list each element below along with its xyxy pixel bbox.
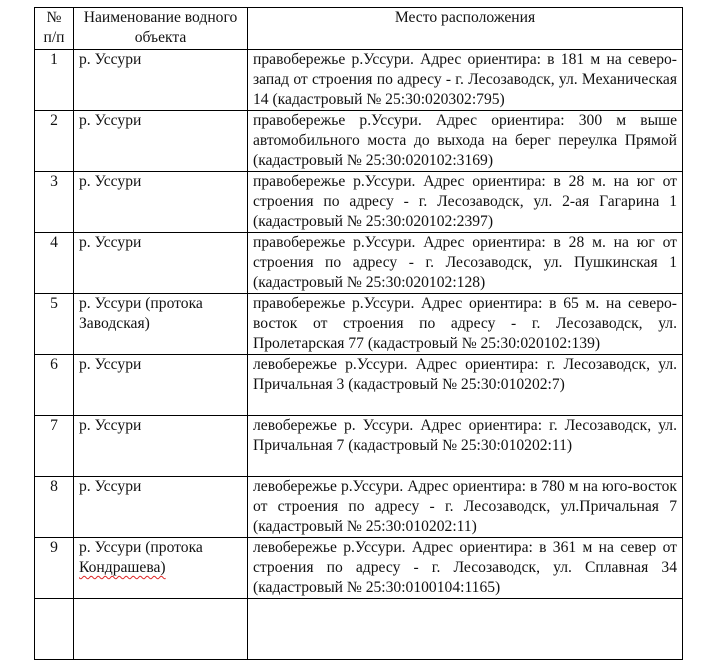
header-water-object-name: Наименование водного объекта <box>74 8 248 50</box>
water-object-name-main: р. Уссури (протока <box>79 539 203 556</box>
location-description: левобережье р.Уссури. Адрес ориентира: г. Лесозаводск, ул. Причальная 3 (кадастровый № 25:30:010202:7) <box>248 355 683 416</box>
row-number: 8 <box>35 477 74 538</box>
location-description: правобережье р.Уссури. Адрес ориентира: в 181 м на северо-запад от строения по адресу - г. Лесозаводск, ул. Механическая 14 (кадастровый № 25:30:020302:795) <box>248 50 683 111</box>
water-object-name-channel: Заводская) <box>79 315 150 332</box>
water-object-name <box>74 599 248 660</box>
table-row <box>35 233 683 294</box>
location-description: правобережье р.Уссури. Адрес ориентира: 300 м выше автомобильного моста до выхода на берег переулка Прямой (кадастровый № 25:30:020102:3169) <box>248 111 683 172</box>
water-object-name-main: р. Уссури (протока <box>79 295 203 312</box>
water-objects-table <box>34 7 683 660</box>
row-number: 9 <box>35 538 74 599</box>
water-object-name <box>74 538 248 599</box>
location-description: правобережье р.Уссури. Адрес ориентира: в 28 м. на юг от строения по адресу - г. Лесозаводск, ул. 2-ая Гагарина 1 (кадастровый № 25:30:020102:2397) <box>248 172 683 233</box>
table-row <box>35 172 683 233</box>
table-row-partial <box>35 599 683 660</box>
row-number: 2 <box>35 111 74 172</box>
water-object-name: р. Уссури <box>74 50 248 111</box>
row-number: 5 <box>35 294 74 355</box>
row-number <box>35 599 74 660</box>
location-description: правобережье р.Уссури. Адрес ориентира: в 28 м. на юг от строения по адресу - г. Лесозаводск, ул. Пушкинская 1 (кадастровый № 25:30:020102:128) <box>248 233 683 294</box>
row-number: 6 <box>35 355 74 416</box>
location-description: левобережье р.Уссури. Адрес ориентира: в 780 м на юго-восток от строения по адресу - г. Лесозаводск, ул.Причальная 7 (кадастровый № 25:30:010202:11) <box>248 477 683 538</box>
location-description <box>248 599 683 660</box>
table-row <box>35 355 683 416</box>
header-number: № п/п <box>35 8 74 50</box>
table-row <box>35 538 683 599</box>
water-object-name: р. Уссури <box>74 355 248 416</box>
table-row <box>35 50 683 111</box>
water-object-name: р. Уссури <box>74 233 248 294</box>
table-row <box>35 477 683 538</box>
row-number: 3 <box>35 172 74 233</box>
row-number: 1 <box>35 50 74 111</box>
location-description: левобережье р.Уссури. Адрес ориентира: в 361 м на север от строения по адресу - г. Лесозаводск, ул. Сплавная 34 (кадастровый № 25:30:0100104:1165) <box>248 538 683 599</box>
water-object-name: р. Уссури <box>74 477 248 538</box>
table-row <box>35 294 683 355</box>
location-description: правобережье р.Уссури. Адрес ориентира: в 65 м. на северо-восток от строения по адресу - г. Лесозаводск, ул. Пролетарская 77 (кадастровый № 25:30:020102:139) <box>248 294 683 355</box>
water-object-name: р. Уссури <box>74 416 248 477</box>
water-object-name: р. Уссури <box>74 111 248 172</box>
water-object-name <box>74 294 248 355</box>
header-location: Место расположения <box>248 8 683 50</box>
location-description: левобережье р. Уссури. Адрес ориентира: г. Лесозаводск, ул. Причальная 7 (кадастровый № 25:30:010202:11) <box>248 416 683 477</box>
spellcheck-underlined-word[interactable]: Кондрашева) <box>79 559 166 576</box>
row-number: 4 <box>35 233 74 294</box>
water-object-name: р. Уссури <box>74 172 248 233</box>
table-row <box>35 416 683 477</box>
row-number: 7 <box>35 416 74 477</box>
table-row <box>35 111 683 172</box>
table-header-row <box>35 8 683 50</box>
